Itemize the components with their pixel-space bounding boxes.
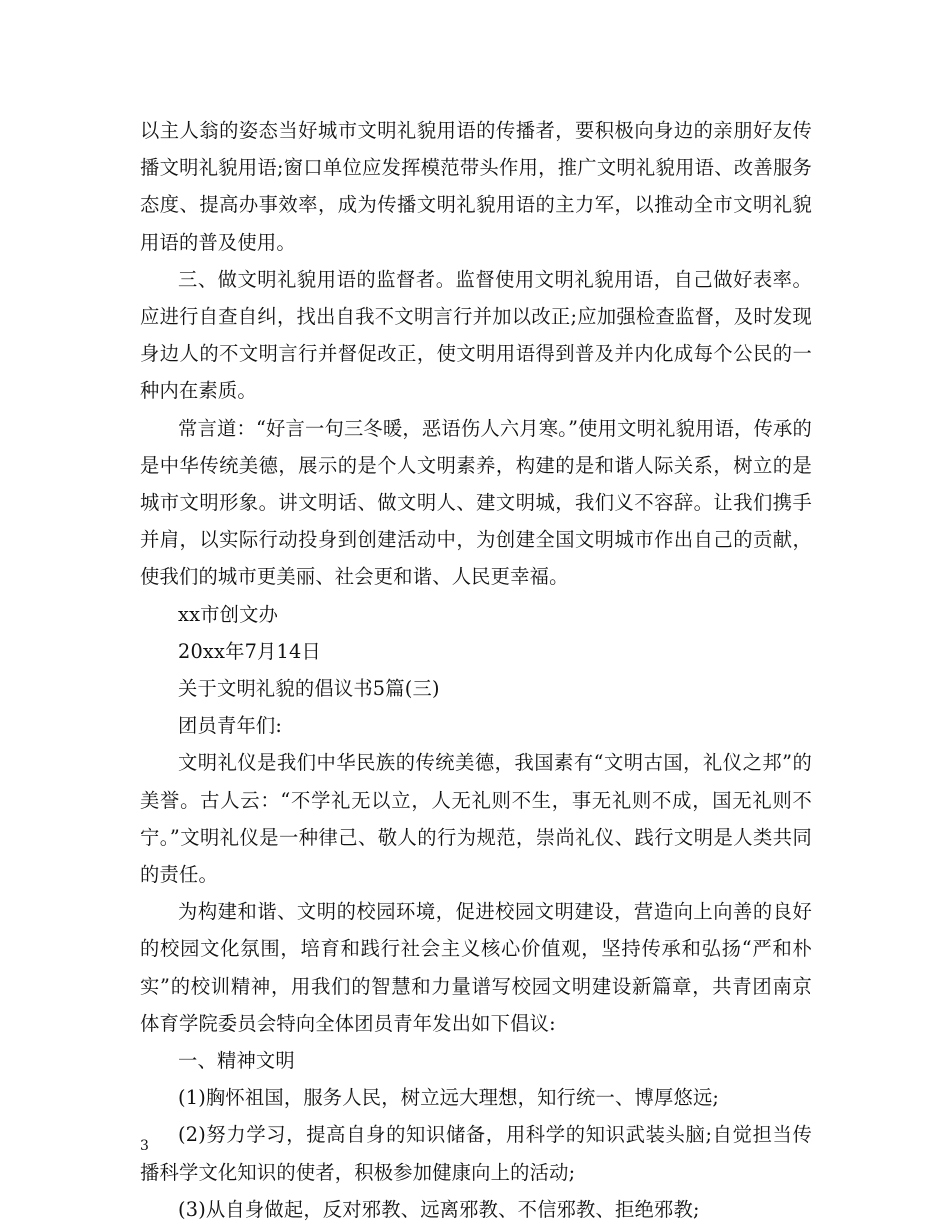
page-number: 3 — [140, 1138, 149, 1154]
list-item-2: (2)努力学习，提高自身的知识储备，用科学的知识武装头脑;自觉担当传播科学文化知识的使者，积极参加健康向上的活动; — [140, 1123, 812, 1184]
list-heading-spiritual: 一、精神文明 — [178, 1049, 295, 1073]
list-item-3: (3)从自身做起，反对邪教、远离邪教、不信邪教、拒绝邪教; — [178, 1197, 700, 1221]
list-item-1: (1)胸怀祖国，服务人民，树立远大理想，知行统一、博厚悠远; — [178, 1086, 720, 1110]
section-heading: 关于文明礼貌的倡议书5篇(三) — [178, 677, 440, 701]
paragraph-initiative: 为构建和谐、文明的校园环境，促进校园文明建设，营造向上向善的良好的校园文化氛围，培育和践行社会主义核心价值观，坚持传承和弘扬“严和朴实”的校训精神，用我们的智慧和力量谱写校园文明建设新篇章，共青团南京体育学院委员会特向全体团员青年发出如下倡议: — [140, 900, 812, 1035]
paragraph-etiquette: 文明礼仪是我们中华民族的传统美德，我国素有“文明古国，礼仪之邦”的美誉。古人云：“不学礼无以立，人无礼则不生，事无礼则不成，国无礼则不宁。”文明礼仪是一种律己、敬人的行为规范，崇尚礼仪、践行文明是人类共同的责任。 — [140, 751, 812, 887]
document-body — [140, 112, 812, 1228]
paragraph-supervisor: 三、做文明礼貌用语的监督者。监督使用文明礼貌用语，自己做好表率。应进行自查自纠，找出自我不文明言行并加以改正;应加强检查监督，及时发现身边人的不文明言行并督促改正，使文明用语得到普及并内化成每个公民的一种内在素质。 — [140, 267, 812, 403]
salutation: 团员青年们: — [178, 714, 283, 738]
signature-office: xx市创文办 — [178, 602, 279, 626]
paragraph-proverb: 常言道：“好言一句三冬暖，恶语伤人六月寒。”使用文明礼貌用语，传承的是中华传统美德，展示的是个人文明素养，构建的是和谐人际关系，树立的是城市文明形象。讲文明话、做文明人、建文明城，我们义不容辞。让我们携手并肩，以实际行动投身到创建活动中，为创建全国文明城市作出自己的贡献，使我们的城市更美丽、社会更和谐、人民更幸福。 — [140, 416, 812, 589]
paragraph-propagator: 以主人翁的姿态当好城市文明礼貌用语的传播者，要积极向身边的亲朋好友传播文明礼貌用语;窗口单位应发挥模范带头作用，推广文明礼貌用语、改善服务态度、提高办事效率，成为传播文明礼貌用语的主力军，以推动全市文明礼貌用语的普及使用。 — [140, 119, 812, 254]
signature-date: 20xx年7月14日 — [178, 639, 321, 663]
